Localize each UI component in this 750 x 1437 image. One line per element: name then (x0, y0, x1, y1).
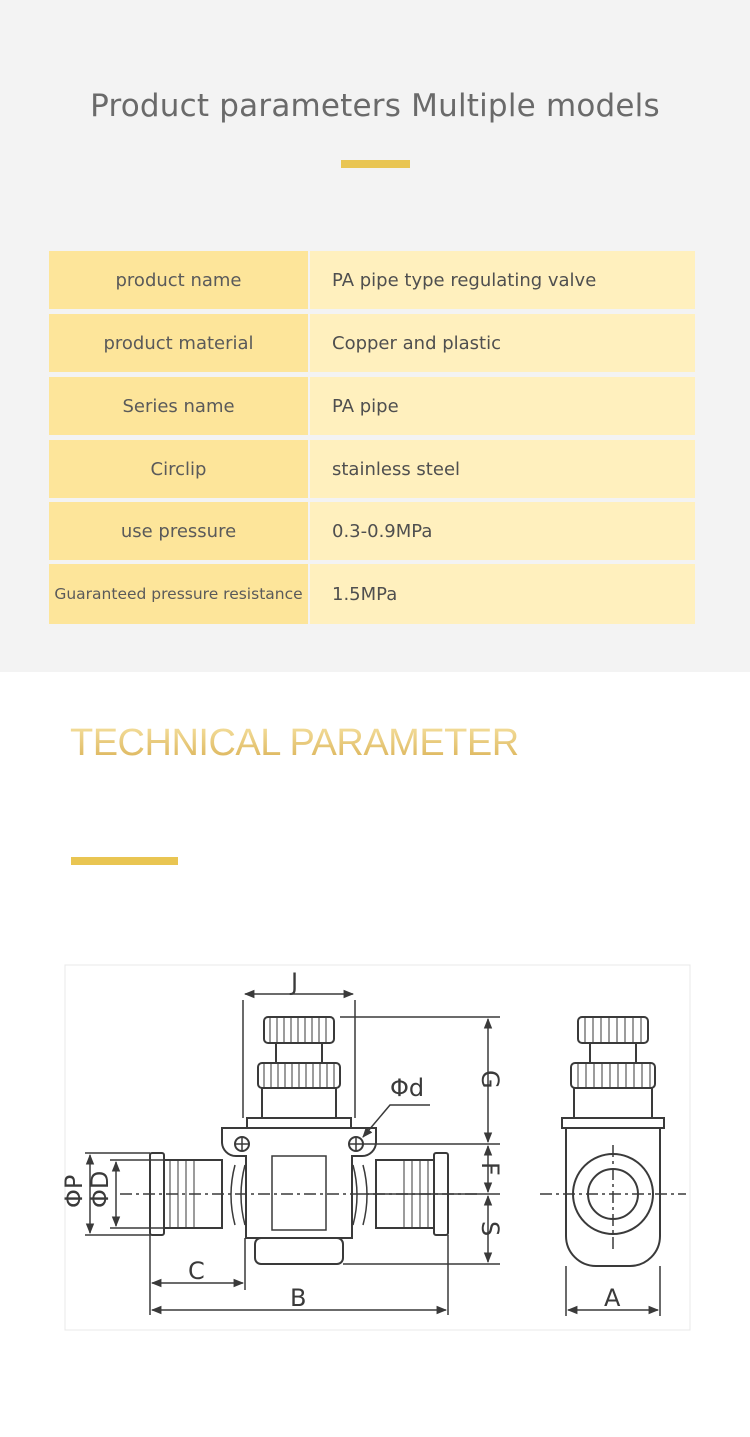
product-parameters-section (0, 0, 750, 672)
dim-label-g: G (476, 1070, 504, 1089)
param-value: PA pipe (310, 377, 695, 435)
title-accent-bar (341, 160, 410, 168)
dim-label-b: B (290, 1284, 307, 1312)
table-row (49, 502, 695, 560)
dim-label-f: F (476, 1162, 504, 1176)
param-label: use pressure (49, 502, 308, 560)
param-value: 1.5MPa (310, 564, 695, 624)
table-row (49, 377, 695, 435)
technical-accent-bar (71, 857, 178, 865)
table-row (49, 251, 695, 309)
technical-parameter-title: TECHNICAL PARAMETER (70, 722, 519, 764)
dim-label-p: ΦP (60, 1174, 88, 1208)
param-label: product material (49, 314, 308, 372)
dim-label-d-inner: ΦD (86, 1170, 114, 1208)
param-value: stainless steel (310, 440, 695, 498)
param-value: PA pipe type regulating valve (310, 251, 695, 309)
param-label: Series name (49, 377, 308, 435)
table-row (49, 314, 695, 372)
dim-label-d: Φd (390, 1074, 425, 1102)
param-value: 0.3-0.9MPa (310, 502, 695, 560)
technical-drawing (0, 950, 750, 1350)
table-row (49, 564, 695, 624)
section-title: Product parameters Multiple models (90, 88, 660, 124)
dim-label-j: J (291, 968, 299, 996)
param-label: Circlip (49, 440, 308, 498)
dim-label-a: A (604, 1284, 621, 1312)
table-row (49, 440, 695, 498)
dim-label-c: C (188, 1257, 205, 1285)
dim-label-s: S (476, 1221, 504, 1237)
param-label: product name (49, 251, 308, 309)
param-label: Guaranteed pressure resistance (49, 564, 308, 624)
param-value: Copper and plastic (310, 314, 695, 372)
valve-dimension-drawing (0, 950, 750, 1350)
